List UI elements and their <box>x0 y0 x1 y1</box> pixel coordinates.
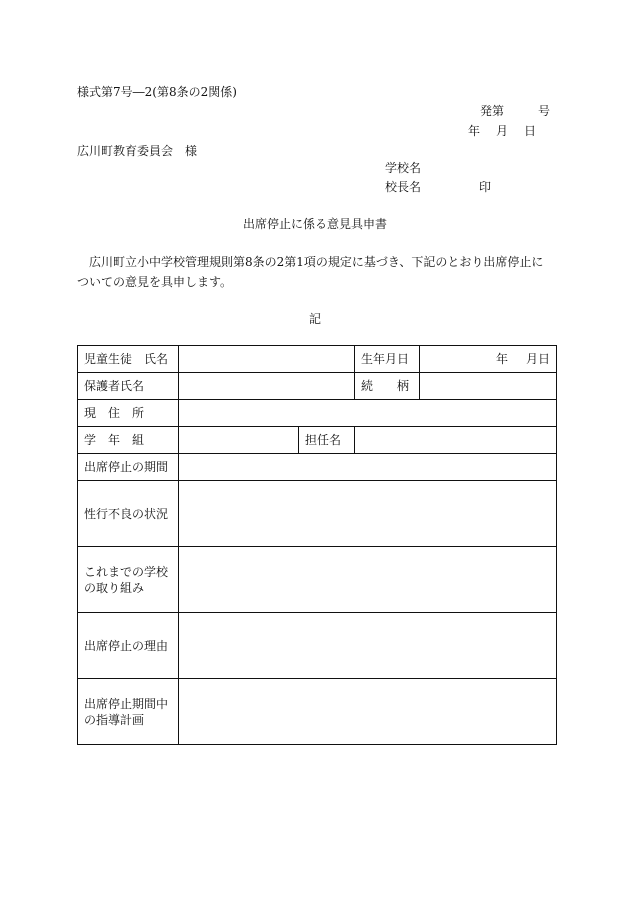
year-label: 年 <box>468 124 481 138</box>
school-efforts-field[interactable] <box>179 547 557 613</box>
birthdate-field[interactable] <box>420 346 557 373</box>
principal-line <box>385 179 491 195</box>
school-name-label: 学校名 <box>385 161 422 175</box>
suspension-period-field[interactable] <box>179 454 557 481</box>
reason-field[interactable] <box>179 613 557 679</box>
student-name-label: 児童生徒 氏名 <box>78 346 179 373</box>
table-row <box>78 613 557 679</box>
day-label: 日 <box>524 124 537 138</box>
teacher-label: 担任名 <box>299 427 355 454</box>
principal-name-label: 校長名 <box>385 180 422 194</box>
address-label: 現 住 所 <box>78 400 179 427</box>
grade-class-field[interactable] <box>179 427 299 454</box>
behavior-field[interactable] <box>179 481 557 547</box>
hakko-dai-label: 発第 <box>480 104 505 118</box>
address-field[interactable] <box>179 400 557 427</box>
birth-month-label: 月 <box>525 352 538 366</box>
birthdate-label: 生年月日 <box>355 346 420 373</box>
issue-date <box>468 123 536 139</box>
addressee: 広川町教育委員会 様 <box>77 144 198 158</box>
school-efforts-label: これまでの学校の取り組み <box>78 547 179 613</box>
table-row <box>78 346 557 373</box>
guardian-name-label: 保護者氏名 <box>78 373 179 400</box>
guidance-plan-field[interactable] <box>179 679 557 745</box>
table-row <box>78 679 557 745</box>
seal-mark: 印 <box>479 180 492 194</box>
table-row <box>78 481 557 547</box>
document-title: 出席停止に係る意見具申書 <box>242 217 387 231</box>
month-label: 月 <box>496 124 509 138</box>
table-row <box>78 427 557 454</box>
behavior-label: 性行不良の状況 <box>78 481 179 547</box>
grade-class-label: 学 年 組 <box>78 427 179 454</box>
reason-label: 出席停止の理由 <box>78 613 179 679</box>
relationship-label: 続 柄 <box>355 373 420 400</box>
birth-year-label: 年 <box>495 352 508 366</box>
suspension-period-label: 出席停止の期間 <box>78 454 179 481</box>
hakko-go-label: 号 <box>538 104 551 118</box>
ki-heading: 記 <box>308 312 321 326</box>
table-row <box>78 454 557 481</box>
guardian-name-field[interactable] <box>179 373 355 400</box>
relationship-field[interactable] <box>420 373 557 400</box>
form-number: 様式第7号―2(第8条の2関係) <box>77 85 237 99</box>
table-row <box>78 373 557 400</box>
document-number <box>480 103 550 119</box>
opinion-form-table <box>77 345 557 745</box>
table-row <box>78 547 557 613</box>
birth-day-label: 日 <box>537 352 550 366</box>
guidance-plan-label: 出席停止期間中の指導計画 <box>78 679 179 745</box>
student-name-field[interactable] <box>179 346 355 373</box>
table-row <box>78 400 557 427</box>
teacher-field[interactable] <box>355 427 557 454</box>
body-text: 広川町立小中学校管理規則第8条の2第1項の規定に基づき、下記のとおり出席停止についての意見を具申します。 <box>77 255 544 289</box>
